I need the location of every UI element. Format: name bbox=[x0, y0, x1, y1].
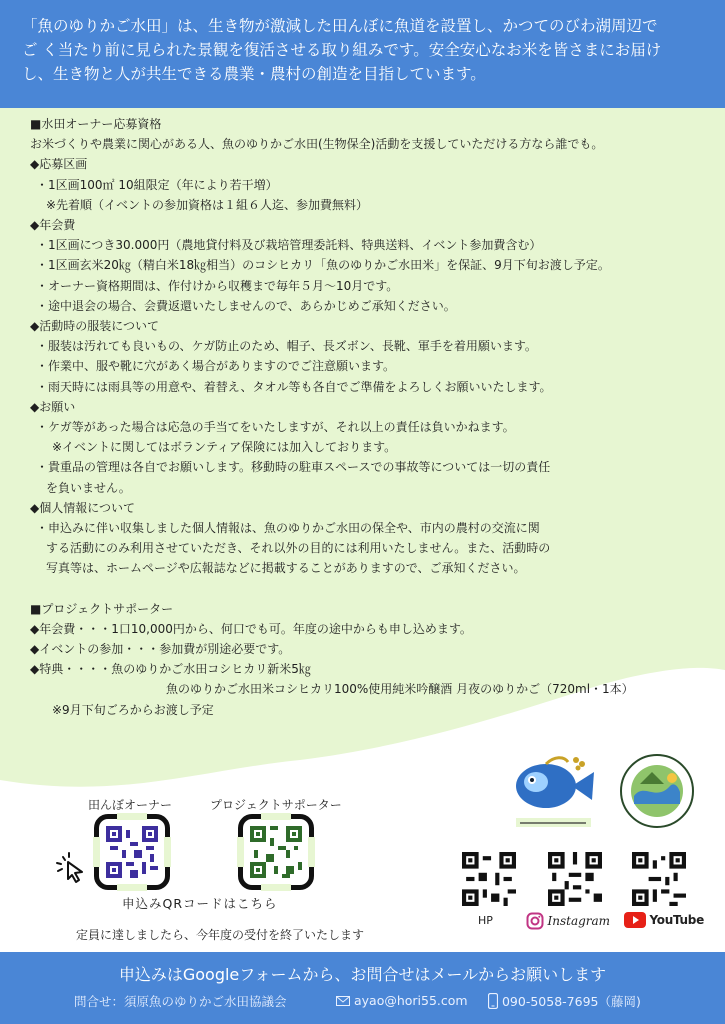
qr-code-icon bbox=[250, 826, 302, 878]
request-line: ・貴重品の管理は各自でお願いします。移動時の駐車スペースでの事故等については一切の責任 bbox=[36, 460, 551, 475]
supporter-heading: ■プロジェクトサポーター bbox=[30, 601, 174, 616]
qr-caption: 申込みQRコードはこちら bbox=[122, 896, 278, 911]
clothes-line: ・服装は汚れても良いもの、ケガ防止のため、帽子、長ズボン、長靴、軍手を着用願います。 bbox=[36, 339, 537, 354]
contact-org: 問合せ：須原魚のゆりかご水田協議会 bbox=[74, 994, 287, 1009]
instagram-link[interactable] bbox=[526, 912, 610, 930]
phone-number: 090-5058-7695（藤岡) bbox=[501, 994, 641, 1009]
phone-link[interactable] bbox=[488, 992, 641, 1010]
fee-line: ・1区画玄米20㎏（精白米18㎏相当）のコシヒカリ「魚のゆりかご水田米」を保証、9月下旬お渡し予定。 bbox=[36, 258, 610, 273]
supporter-fee: ◆年会費・・・1口10,000円から、何口でも可。年度の途中からも申し込めます。 bbox=[30, 621, 472, 636]
instagram-icon bbox=[526, 912, 544, 930]
click-pointer-icon bbox=[50, 848, 90, 888]
fee-line: ・1区画につき30.000円（農地貸付料及び栽培管理委託料、特典送料、イベント参加費含む） bbox=[36, 238, 542, 253]
youtube-qr-code[interactable] bbox=[632, 852, 686, 906]
owner-qr-code[interactable] bbox=[106, 826, 158, 878]
privacy-line: ・申込みに伴い収集しました個人情報は、魚のゆりかご水田の保全や、市内の農村の交流に関 bbox=[36, 521, 540, 536]
youtube-label: YouTube bbox=[649, 913, 704, 927]
request-line: ・ケガ等があった場合は応急の手当てをいたしますが、それ以上の責任は負いかねます。 bbox=[36, 420, 515, 435]
intro-text: 「魚のゆりかご水田」は、生き物が激減した田んぼに魚道を設置し、かつてのびわ湖周辺で ご く当たり前に見られた景観を復活させる取り組みです。安全安心なお米を皆さまにお届け し、生き物と人が共生できる農業・農村の創造を目指しています。 bbox=[22, 17, 662, 83]
privacy-heading: ◆個人情報について bbox=[30, 500, 135, 515]
area-note: ※先着順（イベントの参加資格は１組６人迄、参加費無料） bbox=[46, 197, 369, 212]
qr-code-icon bbox=[632, 852, 686, 906]
supporter-perk: ◆特典・・・・魚のゆりかご水田コシヒカリ新米5㎏ bbox=[30, 662, 311, 677]
hp-qr-code[interactable] bbox=[462, 852, 516, 906]
footer-main-text: 申込みはGoogleフォームから、お問合せはメールからお願いします bbox=[118, 965, 607, 984]
mail-icon bbox=[336, 996, 350, 1006]
world-agricultural-heritage-logo bbox=[612, 752, 702, 830]
youtube-icon bbox=[624, 912, 646, 928]
supporter-qr-label: プロジェクトサポーター bbox=[210, 798, 342, 812]
request-note: ※イベントに関してはボランティア保険には加入しております。 bbox=[52, 440, 397, 455]
qr-code-icon bbox=[462, 852, 516, 906]
area-line: ・1区画100㎡ 10組限定（年により若干増） bbox=[36, 177, 278, 192]
privacy-line: 写真等は、ホームページや広報誌などに掲載することがありますので、ご承知ください。 bbox=[46, 561, 526, 576]
supporter-qr-code[interactable] bbox=[250, 826, 302, 878]
clothes-line: ・作業中、服や靴に穴があく場合がありますのでご注意願います。 bbox=[36, 359, 396, 374]
clothes-heading: ◆活動時の服装について bbox=[30, 319, 159, 334]
fee-heading: ◆年会費 bbox=[30, 218, 76, 233]
hp-link[interactable]: HP bbox=[478, 914, 493, 927]
fee-line: ・途中退会の場合、会費返還いたしませんので、あらかじめご承知ください。 bbox=[36, 298, 456, 313]
email-link[interactable] bbox=[336, 992, 468, 1008]
supporter-perk: 魚のゆりかご水田米コシヒカリ100%使用純米吟醸酒 月夜のゆりかご（720ml・1本） bbox=[166, 682, 634, 697]
youtube-link[interactable] bbox=[624, 912, 704, 928]
fee-line: ・オーナー資格期間は、作付けから収穫まで毎年５月～10月です。 bbox=[36, 278, 399, 293]
owner-heading: ■水田オーナー応募資格 bbox=[30, 117, 162, 131]
request-heading: ◆お願い bbox=[30, 399, 76, 414]
supporter-note: ※9月下旬ごろからお渡し予定 bbox=[52, 702, 214, 717]
supporter-event: ◆イベントの参加・・・参加費が別途必要です。 bbox=[30, 642, 291, 657]
closing-note: 定員に達しましたら、今年度の受付を終了いたします bbox=[76, 928, 365, 942]
intro-banner bbox=[0, 0, 725, 108]
qr-code-icon bbox=[106, 826, 158, 878]
privacy-line: する活動にのみ利用させていただき、それ以外の目的には利用いたしません。また、活動時の bbox=[46, 541, 551, 556]
clothes-line: ・雨天時には雨具等の用意や、着替え、タオル等も各自でご準備をよろしくお願いいたします。 bbox=[36, 379, 552, 394]
phone-icon bbox=[488, 993, 498, 1009]
footer-bar bbox=[0, 952, 725, 1024]
owner-desc: お米づくりや農業に関心がある人、魚のゆりかご水田(生物保全)活動を支援していただける方なら誰でも。 bbox=[30, 137, 604, 152]
instagram-qr-code[interactable] bbox=[548, 852, 602, 906]
request-line: を負いません。 bbox=[46, 480, 131, 495]
instagram-label: Instagram bbox=[547, 914, 611, 928]
qr-code-icon bbox=[548, 852, 602, 906]
owner-qr-label: 田んぼオーナー bbox=[88, 798, 173, 812]
fish-rice-logo bbox=[506, 752, 601, 832]
area-heading: ◆応募区画 bbox=[30, 157, 88, 172]
main-content bbox=[30, 114, 710, 720]
email-address: ayao@hori55.com bbox=[353, 993, 468, 1008]
